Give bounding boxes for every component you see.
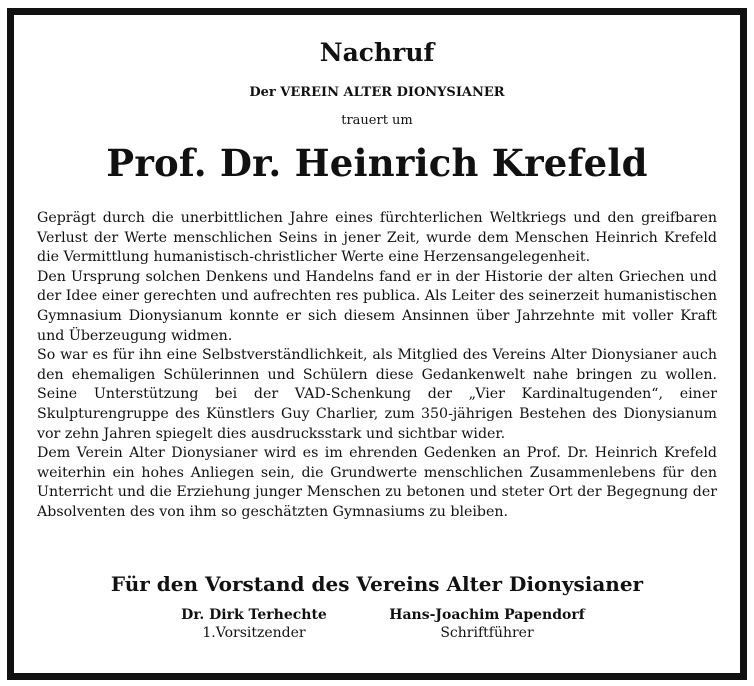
signer-chairman: [149, 606, 359, 642]
obituary-notice: [7, 8, 747, 680]
deceased-name: Prof. Dr. Heinrich Krefeld: [106, 141, 648, 185]
obituary-body: [37, 209, 717, 523]
body-paragraph-3: So war es für ihn eine Selbstverständlichkeit, als Mitglied des Vereins Alter Dionysianer auch den ehemaligen Schülerinnen und Schülern diese Gedankenwelt nahe bringen zu wollen. Seine Unterstützung bei der VAD-Schenkung der „Vier Kardinaltugenden“, einer Skulpturengruppe des Künstlers Guy Charlier, zum 350-jährigen Bestehen des Dionysianum vor zehn Jahren spiegelt dies ausdrucksstark und sichtbar wider.: [37, 347, 717, 442]
signer-role: 1.Vorsitzender: [202, 625, 306, 641]
signer-role: Schriftführer: [440, 625, 534, 641]
signature-heading: Für den Vorstand des Vereins Alter Dionysianer: [110, 572, 644, 596]
signer-name: Hans-Joachim Papendorf: [389, 607, 585, 623]
body-paragraph-1: Geprägt durch die unerbittlichen Jahre eines fürchterlichen Weltkriegs und den greifbaren Verlust der Werte menschlichen Seins in jener Zeit, wurde dem Menschen Heinrich Krefeld die Vermittlung humanistisch-christlicher Werte eine Herzensangelegenheit.: [37, 210, 717, 266]
notice-title: Nachruf: [319, 38, 435, 67]
body-paragraph-4: Dem Verein Alter Dionysianer wird es im ehrenden Gedenken an Prof. Dr. Heinrich Krefeld weiterhin ein hohes Anliegen sein, die Grundwerte menschlichen Zusammenlebens für den Unterricht und die Erziehung junger Menschen zu betonen und steter Ort der Begegnung der Absolventen des von ihm so geschätzten Gymnasiums zu bleiben.: [37, 445, 717, 520]
organization-name: Der VEREIN ALTER DIONYSIANER: [249, 85, 505, 100]
signer-name: Dr. Dirk Terhechte: [181, 607, 327, 623]
signer-secretary: [372, 606, 602, 642]
mourns-text: trauert um: [341, 113, 413, 128]
body-paragraph-2: Den Ursprung solchen Denkens und Handelns fand er in der Historie der alten Griechen und der Idee einer gerechten und aufrechten res publica. Als Leiter des seinerzeit humanistischen Gymnasium Dionysianum konnte er sich diesem Ansinnen über Jahrzehnte mit voller Kraft und Überzeugung widmen.: [37, 268, 717, 344]
